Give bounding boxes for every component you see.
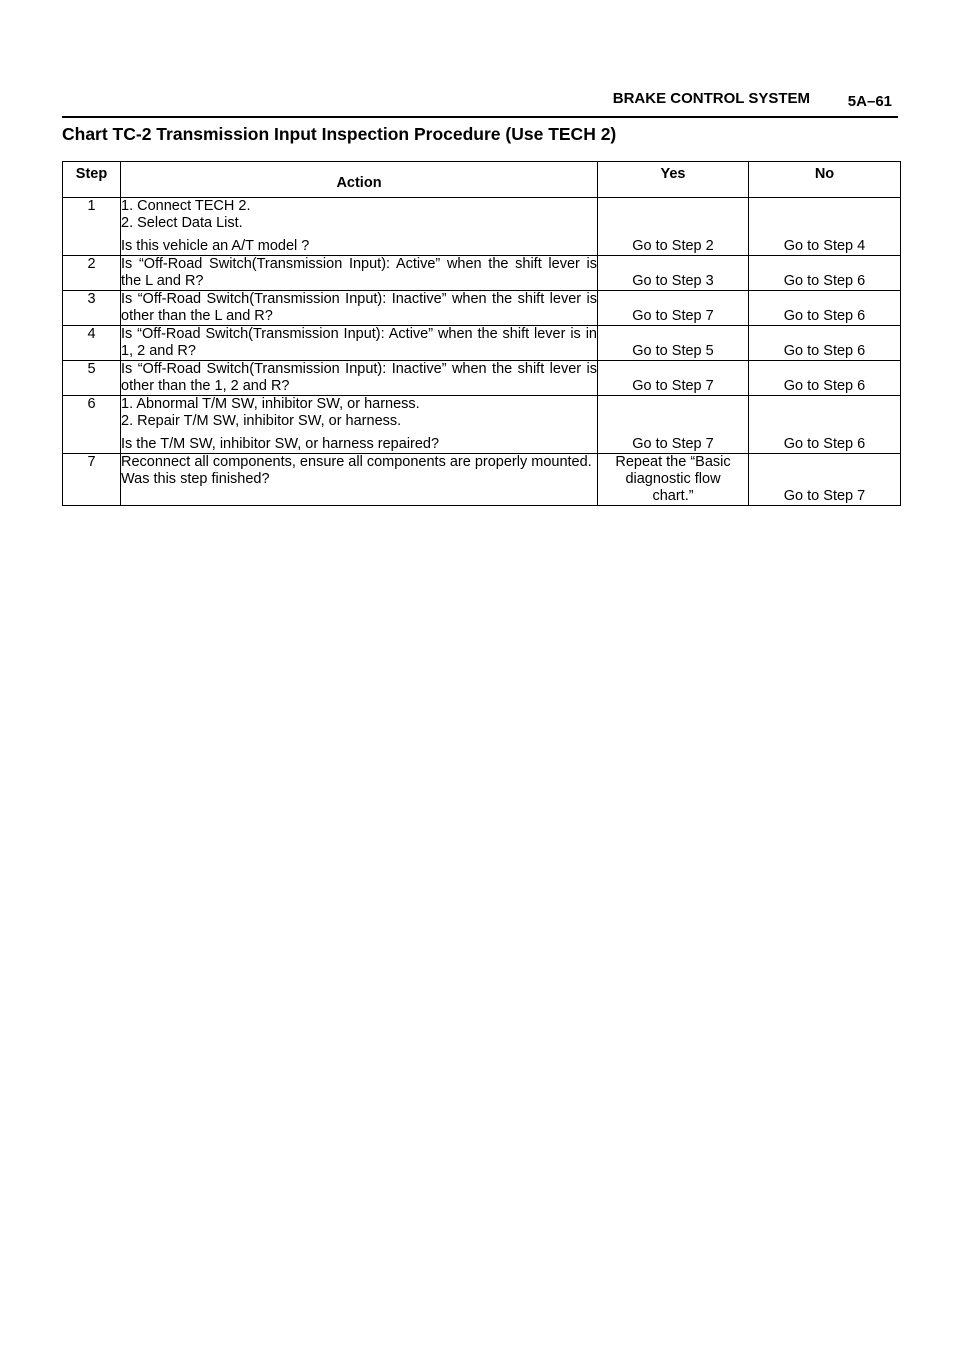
action-line: Is “Off-Road Switch(Transmission Input): Active” when the shift lever is in 1, 2 and R?: [121, 326, 597, 359]
step-no: Go to Step 6: [749, 291, 901, 326]
column-header-yes: Yes: [598, 162, 749, 198]
action-line: Is “Off-Road Switch(Transmission Input): Inactive” when the shift lever is other than the 1, 2 and R?: [121, 361, 597, 394]
action-line: 2. Select Data List.: [121, 215, 243, 231]
action-line: 2. Repair T/M SW, inhibitor SW, or harness.: [121, 413, 402, 429]
step-number: 3: [63, 291, 121, 326]
table-row: [63, 361, 901, 396]
step-action: [121, 396, 598, 454]
action-line: 1. Connect TECH 2.: [121, 198, 251, 214]
step-action: [121, 198, 598, 256]
table-row: [63, 326, 901, 361]
step-yes-text: Repeat the “Basic diagnostic flow chart.”: [615, 454, 731, 504]
step-action: [121, 454, 598, 506]
step-no: Go to Step 6: [749, 326, 901, 361]
step-number: 1: [63, 198, 121, 256]
step-number: 6: [63, 396, 121, 454]
step-number: 2: [63, 256, 121, 291]
column-header-action: Action: [121, 162, 598, 198]
step-action: [121, 326, 598, 361]
step-yes: Go to Step 7: [598, 361, 749, 396]
step-no: Go to Step 6: [749, 396, 901, 454]
action-line: Reconnect all components, ensure all components are properly mounted.: [121, 454, 592, 470]
inspection-procedure-table: [62, 161, 901, 506]
action-question: Is the T/M SW, inhibitor SW, or harness repaired?: [121, 436, 440, 452]
table-row: [63, 256, 901, 291]
step-yes: Go to Step 7: [598, 396, 749, 454]
step-no: Go to Step 6: [749, 361, 901, 396]
table-row: [63, 396, 901, 454]
column-header-step: Step: [63, 162, 121, 198]
section-title: BRAKE CONTROL SYSTEM: [612, 90, 810, 107]
step-yes: Go to Step 3: [598, 256, 749, 291]
action-line: Is “Off-Road Switch(Transmission Input): Active” when the shift lever is the L and R?: [121, 256, 597, 289]
step-no: Go to Step 6: [749, 256, 901, 291]
step-action: [121, 361, 598, 396]
action-line: Is “Off-Road Switch(Transmission Input): Inactive” when the shift lever is other than the L and R?: [121, 291, 597, 324]
step-no: Go to Step 7: [749, 454, 901, 506]
step-no: Go to Step 4: [749, 198, 901, 256]
step-yes: Go to Step 5: [598, 326, 749, 361]
step-action: [121, 291, 598, 326]
column-header-no: No: [749, 162, 901, 198]
step-yes: [598, 454, 749, 506]
table-row: [63, 454, 901, 506]
action-line: 1. Abnormal T/M SW, inhibitor SW, or harness.: [121, 396, 420, 412]
page-number: 5A–61: [847, 93, 892, 110]
table-header-row: [63, 162, 901, 198]
chart-title: Chart TC-2 Transmission Input Inspection Procedure (Use TECH 2): [62, 124, 617, 144]
step-action: [121, 256, 598, 291]
action-question: Is this vehicle an A/T model ?: [121, 238, 310, 254]
table-row: [63, 198, 901, 256]
step-number: 5: [63, 361, 121, 396]
step-yes: Go to Step 2: [598, 198, 749, 256]
table-row: [63, 291, 901, 326]
page-header: [62, 86, 898, 118]
step-number: 7: [63, 454, 121, 506]
action-question: Was this step finished?: [121, 471, 270, 487]
step-yes: Go to Step 7: [598, 291, 749, 326]
step-number: 4: [63, 326, 121, 361]
